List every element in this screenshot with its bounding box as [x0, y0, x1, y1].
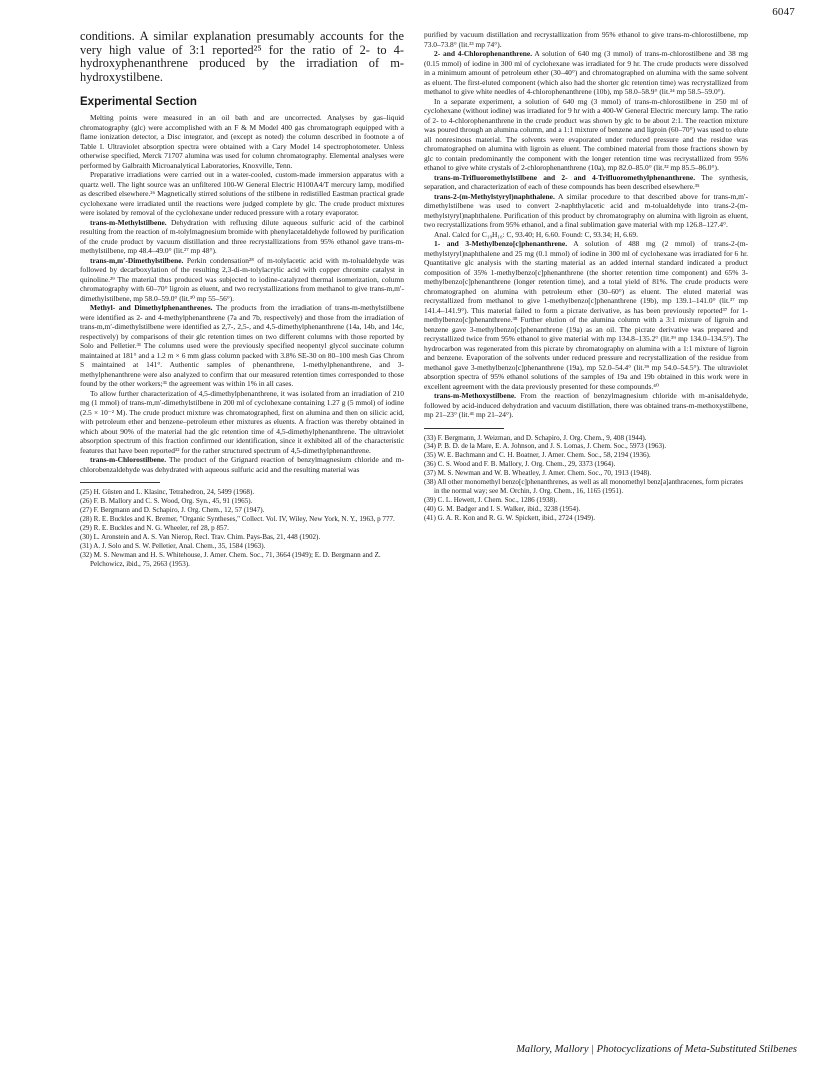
paragraph-text: In a separate experiment, a solution of 640 mg (3 mmol) of trans-m-chlorostilbene in 250 ml of cyclohexane (without iodine) was irradiated for 9 hr with a 400-W General Electric mercury lamp. The ratio of 2- to 4-chlorophenanthrene in the crude product was shown by glc to be about 2:1. The reaction mixture was poured through an alumina column, and a 1:1 mixture of benzene and ligroin (60–70°) was used to elute all nonresinous material. The solvents were evaporated under reduced pressure and the residue was chromatographed on alumina with ligroin as eluent. The combined material from those fractions shown by glc to contain predominantly the component with the longer retention time was recrystallized from 95% ethanol to give white crystals of 2-chlorophenanthrene (10a), mp 82.0–85.0° (lit.³² mp 85.5–86.0°). — [424, 96, 748, 172]
reference-item: (27) F. Bergmann and D. Schapiro, J. Org. Chem., 12, 57 (1947). — [80, 506, 265, 515]
reference-item: (35) W. E. Bachmann and C. H. Boatner, J. Amer. Chem. Soc., 58, 2194 (1936). — [424, 451, 651, 460]
paragraph-run-in-heading: trans-m-Methoxystilbene. — [434, 391, 517, 400]
body-paragraph — [424, 173, 748, 192]
body-paragraph — [80, 455, 404, 474]
left-column — [80, 30, 404, 569]
paragraph-run-in-heading: 1- and 3-Methylbenzo[c]phenanthrene. — [434, 239, 568, 248]
paragraph-text: purified by vacuum distillation and recrystallization from 95% ethanol to give trans-m-chlorostilbene, mp 73.0–73.8° (lit.³³ mp 74°). — [424, 30, 748, 49]
reference-item: (37) M. S. Newman and W. B. Wheatley, J. Amer. Chem. Soc., 70, 1913 (1948). — [424, 469, 652, 478]
reference-item: (26) F. B. Mallory and C. S. Wood, Org. Syn., 45, 91 (1965). — [80, 497, 253, 506]
reference-item: (34) P. B. D. de la Mare, E. A. Johnson, and J. S. Lomas, J. Chem. Soc., 5973 (1963). — [424, 442, 667, 451]
paragraph-text: From the reaction of benzylmagnesium chloride with m-anisaldehyde, followed by acid-induced dehydration and vacuum distillation, there was obtained trans-m-methoxystilbene, mp 21–23° (lit.⁴¹ mp 21–24°). — [424, 391, 748, 419]
paragraph-text: Preparative irradiations were carried out in a water-cooled, custom-made immersion apparatus with a quartz well. The light source was an unfiltered 100-W General Electric H100A4/T mercury lamp, modified as described elsewhere.²⁶ Magnetically stirred solutions of the stilbene in redistilled Eastman practical grade cyclohexane were irradiated until the reactions were judged complete by glc. The crude product mixtures were isolated by removal of the cyclohexane under reduced pressure with a rotary evaporator. — [80, 170, 404, 218]
paragraph-run-in-heading: trans-m-Trifluoromethylstilbene and 2- and 4-Trifluoromethylphenanthrene. — [434, 172, 696, 182]
body-paragraph — [424, 49, 748, 97]
left-references — [80, 488, 404, 568]
paragraph-run-in-heading: 2- and 4-Chlorophenanthrene. — [434, 49, 533, 58]
paragraph-text: The products from the irradiation of trans-m-methylstilbene were identified as 2- and 4-methylphenanthrene (7a and 7b, respectively) and those from the irradiation of trans-m,m′-dimethylstilbene were identified as 2,7-, 2,5-, and 4,5-dimethylphenanthrene (14a, 14b, and 14c, respectively) by comparisons of their glc retention times on two different columns with those reported by Solo and Pelletier.³¹ The columns used were the previously specified neopentyl glycol succinate column maintained at 181° and a 1.2 m × 6 mm glass column packed with 3.8% SE-30 on 80–100 mesh Gas Chrom S maintained at 141°. Authentic samples of phenanthrene, 1-methylphenanthrene, and 3-methylphenanthrene were also analyzed to confirm that our measured retention times corresponded to those found by the other workers;³¹ the agreement was within 1% in all cases. — [80, 303, 405, 389]
reference-item: (38) All other monomethyl benzo[c]phenanthrenes, as well as all monomethyl benz[a]anthracenes, form picrates in the normal way; see M. Orchin, J. Org. Chem., 16, 1165 (1951). — [424, 478, 744, 495]
paragraph-text: Perkin condensation²⁸ of m-tolylacetic acid with m-tolualdehyde was followed by decarboxylation of the resulting 2,3-di-m-tolylacrylic acid with copper chromite catalyst in quinoline.²⁹ The material thus produced was subjected to iodine-catalyzed thermal isomerization, column chromatography with 60–70° ligroin as eluent, and two recrystallizations from methanol to give trans-m,m′-dimethylstilbene, mp 58.0–59.0° (lit.³⁰ mp 55–56°). — [80, 255, 404, 303]
paragraph-run-in-heading: trans-m,m′-Dimethylstilbene. — [90, 255, 184, 265]
reference-item: (33) F. Bergmann, J. Weizman, and D. Schapiro, J. Org. Chem., 9, 408 (1944). — [424, 433, 647, 442]
body-paragraph — [424, 239, 748, 391]
body-paragraph — [424, 192, 748, 230]
paragraph-text: Melting points were measured in an oil bath and are uncorrected. Analyses by gas–liquid chromatography (glc) were accomplished with an F & M Model 400 gas chromatograph equipped with a flame ionization detector, a Disc integrator, and (except as noted) the column described in footnote a of Table I. Ultraviolet absorption spectra were obtained with a Cary Model 14 spectrophotometer. Unless otherwise specified, Merck 71707 alumina was used for column chromatography. Elemental analyses were performed by Galbraith Microanalytical Laboratories, Knoxville, Tenn. — [80, 113, 404, 170]
reference-item: (39) C. L. Hewett, J. Chem. Soc., 1286 (1938). — [424, 495, 558, 504]
right-column — [424, 30, 748, 523]
body-paragraph — [80, 303, 404, 389]
reference-item: (40) G. M. Badger and I. S. Walker, ibid., 3238 (1954). — [424, 504, 581, 513]
body-paragraph — [424, 97, 748, 173]
footnote-divider — [80, 482, 160, 483]
reference-item: (25) H. Güsten and L. Klasinc, Tetrahedron, 24, 5499 (1968). — [80, 488, 255, 497]
right-paragraphs — [424, 30, 748, 420]
paragraph-run-in-heading: trans-2-(m-Methylstyryl)naphthalene. — [434, 191, 555, 201]
lead-paragraph: conditions. A similar explanation presumably accounts for the very high value of 3:1 reported²⁵ for the ratio of 2- to 4-hydroxyphenanthrene produced by the irradiation of m-hydroxystilbene. — [80, 29, 404, 84]
footnote-divider — [424, 428, 504, 429]
paragraph-text: The product of the Grignard reaction of benzylmagnesium chloride and m-chlorobenzaldehyde was dehydrated with aqueous sulfuric acid and the resulting material was — [80, 455, 404, 474]
reference-item: (28) R. E. Buckles and K. Bremer, "Organic Syntheses," Collect. Vol. IV, Wiley, New York, N. Y., 1963, p 777. — [80, 515, 395, 524]
paragraph-text: Dehydration with refluxing dilute aqueous sulfuric acid of the carbinol resulting from the reaction of m-tolylmagnesium bromide with phenylacetaldehyde followed by purification of the crude product by vacuum distillation and three recrystallizations from 95% ethanol gave trans-m-methylstilbene, mp 48.4–49.0° (lit.²⁷ mp 48°). — [80, 217, 404, 256]
body-paragraph — [80, 256, 404, 304]
section-heading: Experimental Section — [80, 96, 197, 109]
body-paragraph — [424, 230, 748, 240]
reference-item: (29) R. E. Buckles and N. G. Wheeler, ref 28, p 857. — [80, 524, 229, 532]
left-paragraphs — [80, 113, 404, 474]
body-paragraph — [80, 389, 404, 456]
body-paragraph — [424, 391, 748, 420]
reference-item: (36) C. S. Wood and F. B. Mallory, J. Org. Chem., 29, 3373 (1964). — [424, 460, 616, 469]
paragraph-run-in-heading: trans-m-Methylstilbene. — [90, 217, 167, 227]
paragraph-text: Anal. Calcd for C₁₉H₁₆: C, 93.40; H, 6.60. Found: C, 93.34; H, 6.69. — [434, 229, 638, 239]
running-footer: Mallory, Mallory | Photocyclizations of Meta-Substituted Stilbenes — [516, 1044, 797, 1055]
reference-item: (30) L. Aronstein and A. S. Van Nierop, Recl. Trav. Chim. Pays-Bas, 21, 448 (1902). — [80, 532, 321, 541]
page-number: 6047 — [772, 6, 795, 18]
right-references — [424, 434, 748, 523]
body-paragraph — [80, 113, 404, 170]
paragraph-text: A similar procedure to that described above for trans-m,m′-dimethylstilbene was used to convert 2-naphthylacetic acid and m-tolualdehyde into trans-2-(m-methylstyryl)naphthalene. Purification of this product by chromatography on alumina with ligroin as eluent, two recrystallizations from 95% ethanol, and a final sublimation gave material with mp 126.8–127.4°. — [424, 191, 748, 229]
body-paragraph — [80, 170, 404, 218]
body-paragraph — [80, 218, 404, 256]
paragraph-text: To allow further characterization of 4,5-dimethylphenanthrene, it was isolated from an irradiation of 210 mg (1 mmol) of trans-m,m′-dimethylstilbene in 200 ml of cyclohexane containing 1.27 g (5 mmol) of iodine (2.5 × 10⁻² M). The crude product mixture was chromatographed, first on alumina and then on silicic acid, with petroleum ether and benzene–petroleum ether mixtures as eluents. A fraction was thereby obtained in which about 90% of the material had the glc retention time of 4,5-dimethylphenanthrene. The ultraviolet absorption spectrum of this fraction confirmed our identification, since it exhibited all of the characteristic features that have been reported³² for the rather structured spectrum of 4,5-dimethylphenanthrene. — [80, 388, 404, 455]
paragraph-run-in-heading: Methyl- and Dimethylphenanthrenes. — [90, 303, 213, 313]
paragraph-text: The synthesis, separation, and characterization of each of these compounds has been described elsewhere.³⁵ — [424, 172, 749, 191]
body-paragraph — [424, 30, 748, 49]
paragraph-run-in-heading: trans-m-Chlorostilbene. — [90, 455, 167, 465]
paragraph-text: A solution of 488 mg (2 mmol) of trans-2-(m-methylstyryl)naphthalene and 25 mg (0.1 mmol) of iodine in 300 ml of cyclohexane was irradiated for 6 hr. Quantitative glc analysis with the starting material as an added internal standard indicated a product composition of 35% 1-methylbenzo[c]phenanthrene (the shorter retention time component) and 65% 3-methylbenzo[c]phenanthrene (longer retention time), and a total yield of 81%. The crude products were chromatographed on alumina with petroleum ether (30–60°) as eluent. The eluted material was recrystallized from methanol to give 1-methylbenzo[c]phenanthrene (19b), mp 139.1–141.0° (lit.³⁷ mp 141.4–141.9°). This material failed to form a picrate derivative, as has been previously reported³⁷ for 1-methylbenzo[c]phenanthrene.³⁸ Further elution of the alumina column with a 3:1 mixture of ligroin and benzene gave 3-methylbenzo[c]phenanthrene (19a) as an oil. The picrate derivative was prepared and recrystallized twice from 95% ethanol to give material with mp 134.8–135.2° (lit.³⁹ mp 134.0–134.5°). The hydrocarbon was regenerated from this picrate by chromatography on alumina with a 1:1 mixture of ligroin and benzene. Evaporation of the solvents under reduced pressure and recrystallization of the residue from methanol gave 3-methylbenzo[c]phenanthrene (19a), mp 52.0–54.4° (lit.³⁹ mp 54.0–54.5°). The ultraviolet absorption spectra of 95% ethanol solutions of the samples of 19a and 19b obtained in this work were in excellent agreement with the data previously presented for these compounds.⁴⁰ — [424, 239, 748, 391]
reference-item: (32) M. S. Newman and H. S. Whitehouse, J. Amer. Chem. Soc., 71, 3664 (1949); E. D. Bergmann and Z. Pelchowicz, ibid., 75, 2663 (1953). — [80, 550, 381, 568]
reference-item: (41) G. A. R. Kon and R. G. W. Spickett, ibid., 2724 (1949). — [424, 513, 596, 522]
reference-item: (31) A. J. Solo and S. W. Pelletier, Anal. Chem., 35, 1584 (1963). — [80, 541, 266, 550]
paragraph-text: A solution of 640 mg (3 mmol) of trans-m-chlorostilbene and 38 mg (0.15 mmol) of iodine in 300 ml of cyclohexane was irradiated for 9 hr. The crude products were dissolved in a minimum amount of petroleum ether (30–40°) and chromatographed on alumina with the same solvent as eluent. The first-eluted component (which also had the shorter glc retention time) was recrystallized from methanol to give white needles of 4-chlorophenanthrene (10b), mp 58.0–58.9° (lit.³⁴ mp 58.5–59.0°). — [424, 49, 748, 96]
